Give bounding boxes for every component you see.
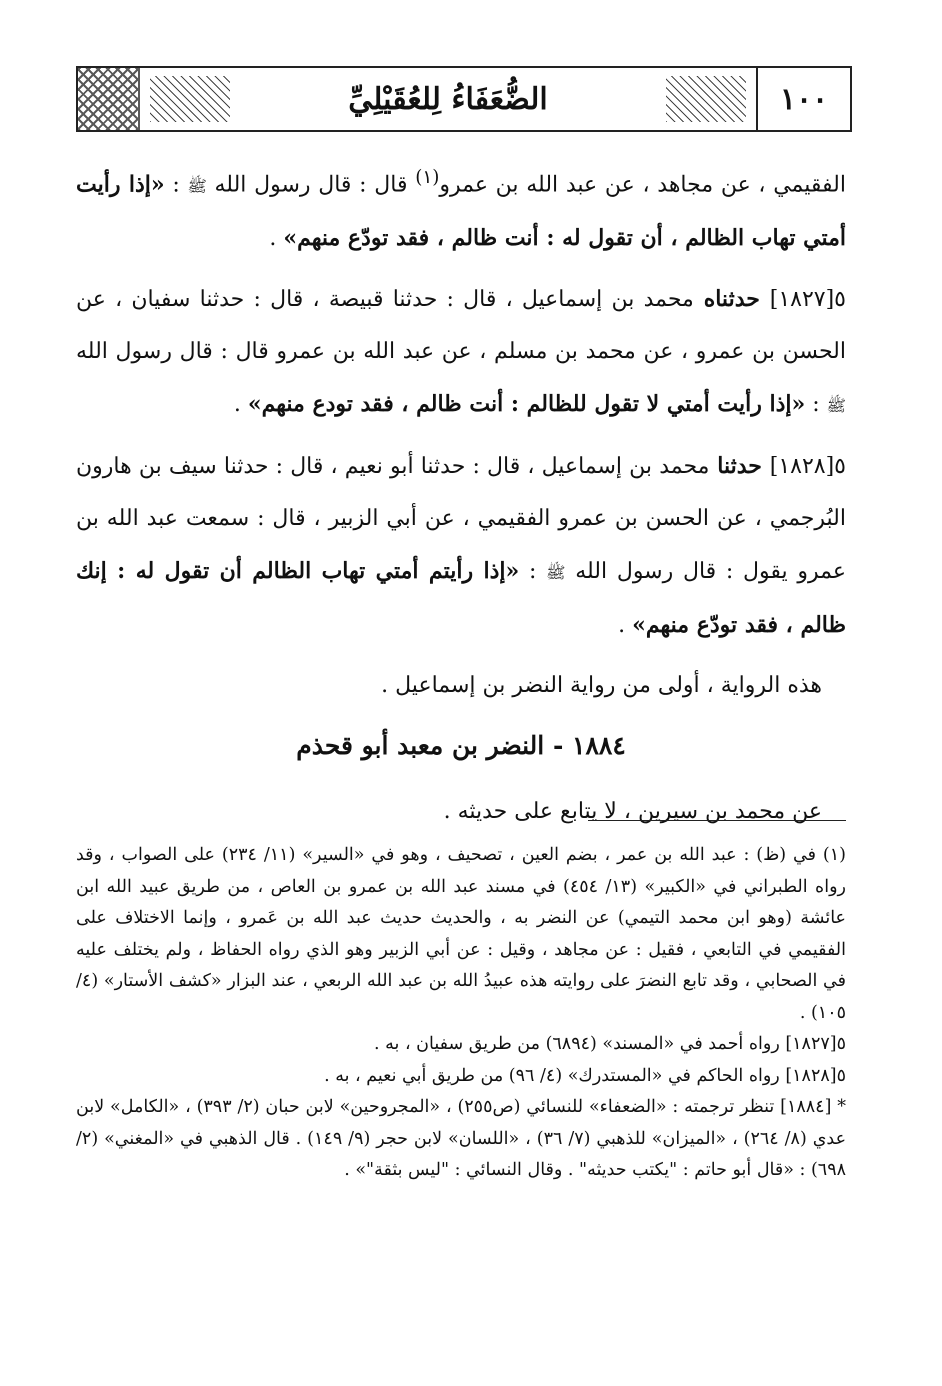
footnote-1: (١) في (ظ) : عبد الله بن عمر ، بضم العين ، تصحيف ، وهو في «السير» (١١/ ٢٣٤) على الصواب ، وقد رواه الطبراني في «الكبير» (١٣/ ٤٥٤) في مسند عبد الله بن عمرو بن العاص ، من طريق عبيد الله ابن عائشة (وهو ابن محمد التيمي) عن النضر به ، والحديث حديث عبد الله بن عَمرو ، وإنما الاختلاف على الفقيمي في التابعي ، فقيل : عن مجاهد ، وقيل : عن أبي الزبير وهو الذي رواه الحفاظ ، ولم يختلف عليه في الصحابي ، وقد تابع النضرَ على روايته هذه عبيدُ الله بن عبد الله الربعي ، عند البزار «كشف الأستار» (٤/ ١٠٥) . bbox=[76, 845, 846, 1023]
salutation-glyph: ﷺ bbox=[826, 396, 846, 416]
entry-text: عن محمد بن سيرين ، لا يتابع على حديثه . bbox=[443, 799, 822, 825]
entry-heading: ١٨٨٤ - النضر بن معبد أبو قحذم bbox=[296, 731, 626, 761]
isnad-text: الفقيمي ، عن مجاهد ، عن عبد الله بن عمرو bbox=[439, 172, 846, 198]
hadith-number: ٥[١٨٢٧] bbox=[769, 287, 846, 313]
header-ornament-left bbox=[78, 68, 140, 130]
punctuation: : bbox=[164, 172, 188, 198]
isnad-text: محمد بن إسماعيل ، قال : حدثنا قبيصة ، قال : حدثنا سفيان ، عن الحسن بن عمرو ، عن محمد بن مسلم ، عن عبد الله بن عمرو قال : قال رسول الله bbox=[76, 287, 846, 365]
punctuation: : bbox=[805, 392, 827, 418]
tahdith-word: حدثنا bbox=[709, 453, 770, 480]
running-title: الضُّعَفَاءُ لِلعُقَيْلِيِّ bbox=[348, 81, 548, 117]
salutation-glyph: ﷺ bbox=[546, 563, 566, 583]
footnotes bbox=[76, 840, 846, 1187]
footnote-1827: ٥[١٨٢٧] رواه أحمد في «المسند» (٦٨٩٤) من طريق سفيان ، به . bbox=[374, 1034, 846, 1054]
isnad-text: قال : قال رسول الله bbox=[206, 172, 416, 198]
hadith-matn: «إذا رأيتم أمتي تهاب الظالم أن تقول له : إنك ظالم ، فقد تودّع منهم» bbox=[76, 558, 846, 639]
punctuation: . bbox=[269, 226, 284, 252]
page-number: ١٠٠ bbox=[779, 81, 829, 117]
hadith-paragraph-1827 bbox=[76, 273, 846, 432]
hadith-paragraph-1 bbox=[76, 152, 846, 265]
author-comment: هذه الرواية ، أولى من رواية النضر بن إسماعيل . bbox=[381, 673, 822, 699]
punctuation: : bbox=[519, 559, 547, 585]
hadith-matn: «إذا رأيت أمتي تهاب الظالم ، أن تقول له : أنت ظالم ، فقد تودّع منهم» bbox=[76, 171, 846, 252]
punctuation: . bbox=[233, 392, 248, 418]
main-text bbox=[76, 152, 846, 838]
punctuation: . bbox=[618, 613, 633, 639]
footnote-separator bbox=[588, 820, 846, 821]
footnote-1884: * [١٨٨٤] تنظر ترجمته : «الضعفاء» للنسائي (ص٢٥٥) ، «المجروحين» لابن حبان (٢/ ٣٩٣) ، «الكامل» لابن عدي (٨/ ٢٦٤) ، «الميزان» للذهبي (٧/ ٣٦) ، «اللسان» لابن حجر (٩/ ١٤٩) . قال الذهبي في «المغني» (٢/ ٦٩٨) : «قال أبو حاتم : "يكتب حديثه" . وقال النسائي : "ليس بثقة"» . bbox=[76, 1097, 847, 1180]
isnad-text: محمد بن إسماعيل ، قال : حدثنا أبو نعيم ، قال : حدثنا سيف بن هارون البُرجمي ، عن الحسن بن عمرو الفقيمي ، عن أبي الزبير ، قال : سمعت عبد الله بن عمرو يقول : قال رسول الله bbox=[76, 454, 846, 585]
footnote-ref: (١) bbox=[415, 167, 440, 188]
salutation-glyph: ﷺ bbox=[187, 176, 207, 196]
hadith-matn: «إذا رأيت أمتي لا تقول للظالم : أنت ظالم ، فقد تودع منهم» bbox=[247, 391, 806, 418]
footnote-1828: ٥[١٨٢٨] رواه الحاكم في «المستدرك» (٤/ ٩٦) من طريق أبي نعيم ، به . bbox=[324, 1065, 846, 1086]
tahdith-word: حدثناه bbox=[693, 286, 770, 313]
page-header bbox=[76, 66, 852, 132]
header-title-panel bbox=[140, 68, 758, 130]
hadith-number: ٥[١٨٢٨] bbox=[769, 454, 846, 480]
hadith-paragraph-1828 bbox=[76, 440, 846, 652]
